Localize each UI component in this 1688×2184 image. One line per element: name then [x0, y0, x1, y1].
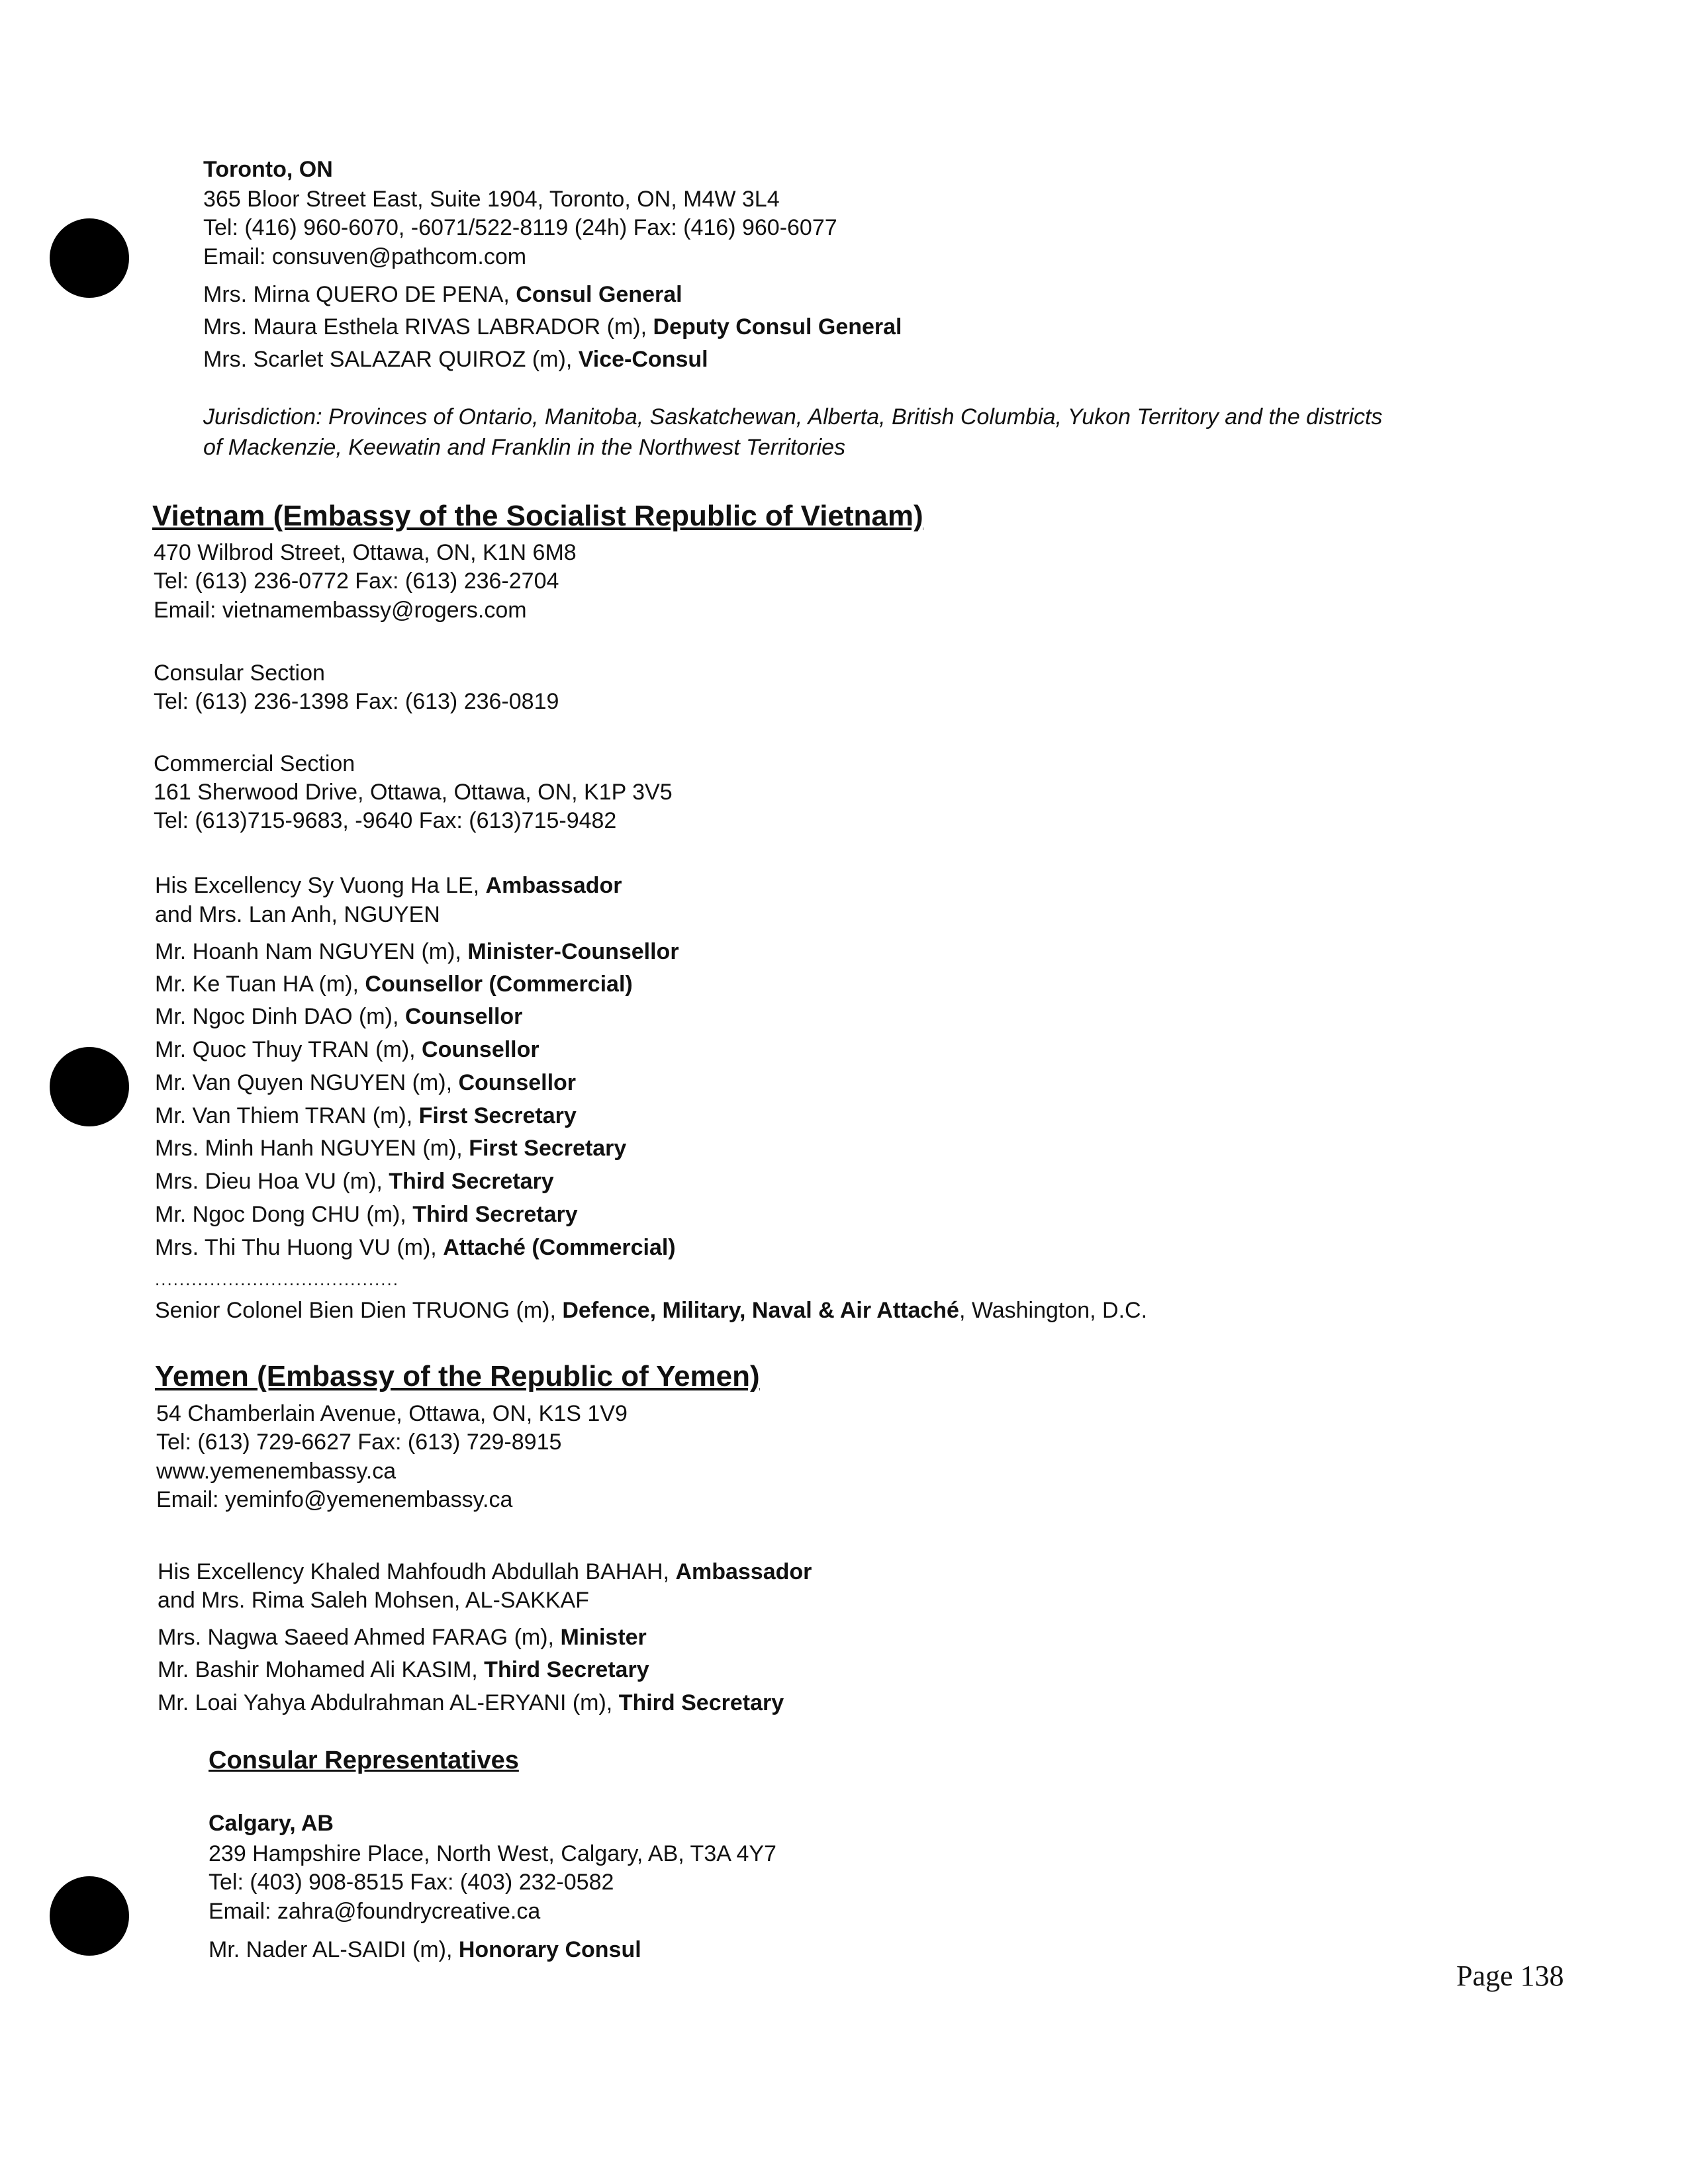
ambassador-name: His Excellency Khaled Mahfoudh Abdullah BAHAH, [158, 1559, 676, 1584]
vietnam-staff-row [155, 1069, 576, 1096]
vietnam-staff-row [155, 1201, 578, 1228]
yemen-email: Email: yeminfo@yemenembassy.ca [156, 1487, 513, 1512]
calgary-email: Email: zahra@foundrycreative.ca [209, 1899, 541, 1924]
vietnam-commercial-tel: Tel: (613)715-9683, -9640 Fax: (613)715-9482 [154, 808, 617, 833]
calgary-heading: Calgary, AB [209, 1811, 334, 1836]
staff-name: Mr. Hoanh Nam NGUYEN (m), [155, 939, 468, 964]
yemen-spouse: and Mrs. Rima Saleh Mohsen, AL-SAKKAF [158, 1588, 589, 1613]
staff-name: Mr. Van Quyen NGUYEN (m), [155, 1070, 459, 1095]
staff-name: Mr. Loai Yahya Abdulrahman AL-ERYANI (m), [158, 1690, 619, 1715]
staff-name: Mrs. Nagwa Saeed Ahmed FARAG (m), [158, 1625, 561, 1650]
binder-hole-bottom [50, 1876, 129, 1956]
staff-name: Mrs. Maura Esthela RIVAS LABRADOR (m), [203, 314, 653, 340]
toronto-jurisdiction-line-2: of Mackenzie, Keewatin and Franklin in the Northwest Territories [203, 435, 846, 460]
vietnam-staff-row [155, 1003, 522, 1030]
staff-title: Honorary Consul [458, 1937, 641, 1962]
staff-name: Senior Colonel Bien Dien TRUONG (m), [155, 1298, 563, 1323]
dotted-separator: ........................................ [155, 1269, 399, 1289]
page-number: Page 138 [1456, 1960, 1564, 1992]
staff-name: Mr. Quoc Thuy TRAN (m), [155, 1037, 422, 1062]
calgary-consul [209, 1936, 641, 1963]
staff-name: Mr. Ke Tuan HA (m), [155, 972, 365, 997]
toronto-jurisdiction-line-1: Jurisdiction: Provinces of Ontario, Manitoba, Saskatchewan, Alberta, British Columbia, Yukon Territory and the districts [203, 404, 1383, 430]
staff-title: First Secretary [418, 1103, 577, 1128]
staff-title: Third Secretary [484, 1657, 649, 1682]
staff-title: First Secretary [469, 1136, 627, 1161]
yemen-website: www.yemenembassy.ca [156, 1459, 397, 1484]
vietnam-staff-row [155, 1135, 626, 1161]
vietnam-commercial-address: 161 Sherwood Drive, Ottawa, Ottawa, ON, K1P 3V5 [154, 780, 673, 805]
staff-name: Mr. Van Thiem TRAN (m), [155, 1103, 419, 1128]
vietnam-address: 470 Wilbrod Street, Ottawa, ON, K1N 6M8 [154, 540, 577, 565]
staff-title: Defence, Military, Naval & Air Attaché [562, 1298, 959, 1323]
staff-title: Counsellor [458, 1070, 577, 1095]
calgary-address: 239 Hampshire Place, North West, Calgary, AB, T3A 4Y7 [209, 1841, 776, 1866]
toronto-email: Email: consuven@pathcom.com [203, 244, 527, 269]
vietnam-spouse: and Mrs. Lan Anh, NGUYEN [155, 902, 440, 927]
toronto-staff-row [203, 314, 902, 340]
staff-title: Attaché (Commercial) [443, 1235, 676, 1260]
vietnam-ambassador [155, 872, 622, 899]
staff-name: Mr. Ngoc Dong CHU (m), [155, 1202, 413, 1227]
toronto-staff-row [203, 346, 708, 373]
staff-title: Consul General [516, 282, 682, 307]
toronto-staff-row [203, 281, 682, 308]
staff-title: Minister [560, 1625, 647, 1650]
vietnam-staff-row [155, 938, 679, 965]
binder-hole-middle [50, 1047, 129, 1126]
vietnam-title: Vietnam (Embassy of the Socialist Republic of Vietnam) [152, 500, 923, 532]
ambassador-title: Ambassador [675, 1559, 812, 1584]
staff-title: Third Secretary [618, 1690, 784, 1715]
staff-name: Mr. Nader AL-SAIDI (m), [209, 1937, 459, 1962]
binder-hole-top [50, 218, 129, 298]
staff-title: Deputy Consul General [653, 314, 902, 340]
toronto-heading: Toronto, ON [203, 157, 333, 182]
staff-name: Mr. Ngoc Dinh DAO (m), [155, 1004, 405, 1029]
staff-title: Counsellor [422, 1037, 539, 1062]
staff-name: Mrs. Mirna QUERO DE PENA, [203, 282, 516, 307]
vietnam-consular-label: Consular Section [154, 660, 325, 686]
yemen-staff-row [158, 1624, 647, 1651]
calgary-tel: Tel: (403) 908-8515 Fax: (403) 232-0582 [209, 1870, 614, 1895]
vietnam-defence-attache [155, 1297, 1147, 1324]
yemen-title: Yemen (Embassy of the Republic of Yemen) [155, 1360, 760, 1392]
toronto-address: 365 Bloor Street East, Suite 1904, Toronto, ON, M4W 3L4 [203, 187, 780, 212]
staff-title: Third Secretary [389, 1169, 554, 1194]
vietnam-email: Email: vietnamembassy@rogers.com [154, 598, 527, 623]
staff-title: Third Secretary [412, 1202, 578, 1227]
vietnam-staff-row [155, 1103, 577, 1129]
toronto-tel: Tel: (416) 960-6070, -6071/522-8119 (24h) Fax: (416) 960-6077 [203, 215, 837, 240]
yemen-staff-row [158, 1657, 649, 1683]
vietnam-staff-row [155, 1036, 539, 1063]
staff-name: Mr. Bashir Mohamed Ali KASIM, [158, 1657, 485, 1682]
vietnam-staff-row [155, 1234, 676, 1261]
ambassador-name: His Excellency Sy Vuong Ha LE, [155, 873, 486, 898]
yemen-tel: Tel: (613) 729-6627 Fax: (613) 729-8915 [156, 1430, 562, 1455]
vietnam-staff-row [155, 971, 633, 997]
staff-title: Counsellor (Commercial) [365, 972, 633, 997]
yemen-ambassador [158, 1559, 812, 1585]
staff-title: Counsellor [404, 1004, 523, 1029]
staff-location: , Washington, D.C. [959, 1298, 1148, 1323]
staff-name: Mrs. Scarlet SALAZAR QUIROZ (m), [203, 347, 579, 372]
vietnam-staff-row [155, 1168, 554, 1195]
yemen-consular-title: Consular Representatives [209, 1747, 519, 1774]
vietnam-consular-tel: Tel: (613) 236-1398 Fax: (613) 236-0819 [154, 689, 559, 714]
staff-name: Mrs. Minh Hanh NGUYEN (m), [155, 1136, 469, 1161]
staff-name: Mrs. Dieu Hoa VU (m), [155, 1169, 389, 1194]
vietnam-tel: Tel: (613) 236-0772 Fax: (613) 236-2704 [154, 569, 559, 594]
staff-name: Mrs. Thi Thu Huong VU (m), [155, 1235, 444, 1260]
yemen-staff-row [158, 1690, 784, 1716]
vietnam-commercial-label: Commercial Section [154, 751, 355, 776]
ambassador-title: Ambassador [485, 873, 622, 898]
yemen-address: 54 Chamberlain Avenue, Ottawa, ON, K1S 1V9 [156, 1401, 628, 1426]
staff-title: Vice-Consul [578, 347, 708, 372]
staff-title: Minister-Counsellor [467, 939, 679, 964]
